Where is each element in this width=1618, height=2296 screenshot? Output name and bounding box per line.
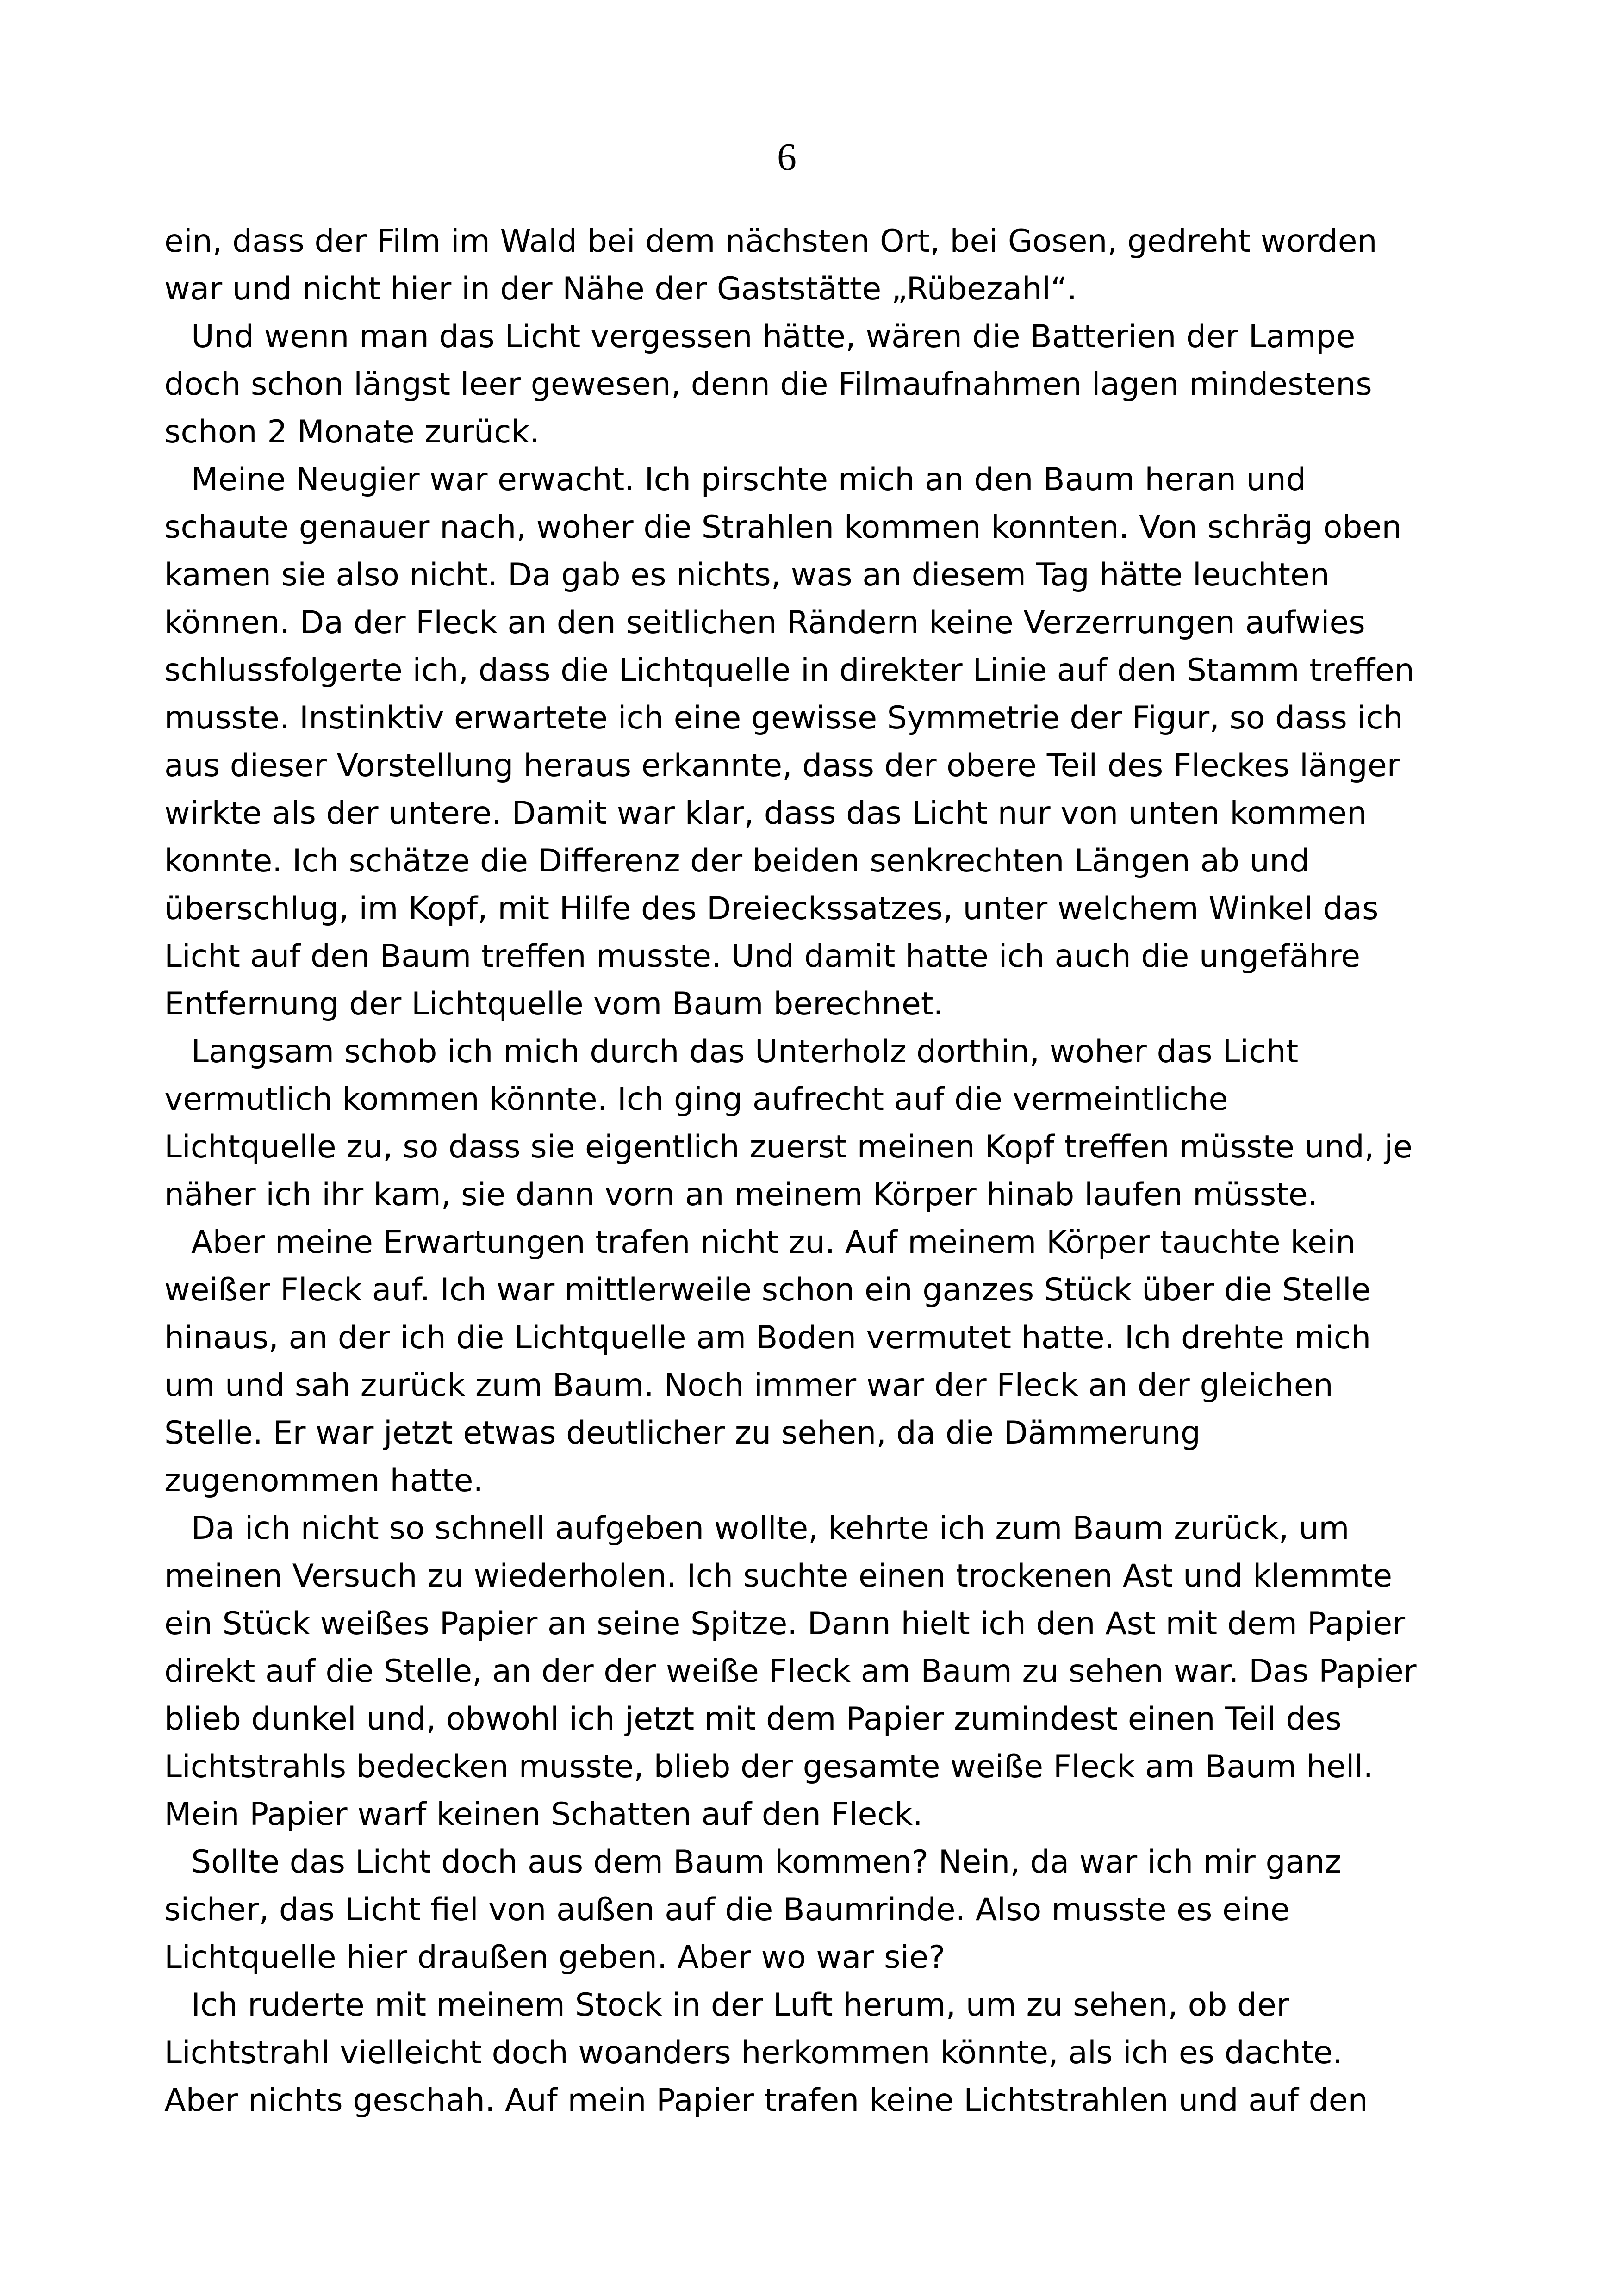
text-line: musste. Instinktiv erwartete ich eine gewisse Symmetrie der Figur, so dass ich [164,700,1403,736]
text-line: sicher, das Licht fiel von außen auf die Baumrinde. Also musste es eine [164,1892,1290,1928]
text-line: Aber nichts geschah. Auf mein Papier trafen keine Lichtstrahlen und auf den [164,2082,1368,2119]
text-line: ein, dass der Film im Wald bei dem nächsten Ort, bei Gosen, gedreht worden [164,223,1377,260]
paragraph [164,313,1456,456]
text-line: meinen Versuch zu wiederholen. Ich suchte einen trockenen Ast und klemmte [164,1558,1393,1594]
text-line: überschlug, im Kopf, mit Hilfe des Dreieckssatzes, unter welchem Winkel das [164,890,1379,927]
text-line: Langsam schob ich mich durch das Unterholz dorthin, woher das Licht [191,1033,1299,1070]
paragraph [164,456,1456,1028]
text-line: Aber meine Erwartungen trafen nicht zu. Auf meinem Körper tauchte kein [191,1224,1356,1261]
text-line: Entfernung der Lichtquelle vom Baum berechnet. [164,986,944,1022]
text-line: blieb dunkel und, obwohl ich jetzt mit dem Papier zumindest einen Teil des [164,1701,1342,1737]
text-line: vermutlich kommen könnte. Ich ging aufrecht auf die vermeintliche [164,1081,1228,1118]
text-line: um und sah zurück zum Baum. Noch immer war der Fleck an der gleichen [164,1367,1333,1404]
text-line: ein Stück weißes Papier an seine Spitze. Dann hielt ich den Ast mit dem Papier [164,1605,1406,1642]
text-line: Und wenn man das Licht vergessen hätte, wären die Batterien der Lampe [191,318,1356,355]
text-line: Lichtquelle zu, so dass sie eigentlich zuerst meinen Kopf treffen müsste und, je [164,1129,1413,1165]
text-line: Lichtstrahl vielleicht doch woanders herkommen könnte, als ich es dachte. [164,2035,1343,2071]
text-line: war und nicht hier in der Nähe der Gaststätte „Rübezahl“. [164,271,1077,307]
text-line: weißer Fleck auf. Ich war mittlerweile schon ein ganzes Stück über die Stelle [164,1272,1371,1308]
text-line: Lichtstrahls bedecken musste, blieb der gesamte weiße Fleck am Baum hell. [164,1748,1374,1785]
paragraph [164,1838,1456,1981]
text-line: schlussfolgerte ich, dass die Lichtquelle in direkter Linie auf den Stamm treffen [164,652,1414,689]
text-line: doch schon längst leer gewesen, denn die Filmaufnahmen lagen mindestens [164,366,1372,403]
text-line: aus dieser Vorstellung heraus erkannte, dass der obere Teil des Fleckes länger [164,747,1400,784]
text-line: schon 2 Monate zurück. [164,414,540,450]
text-line: wirkte als der untere. Damit war klar, dass das Licht nur von unten kommen [164,795,1367,832]
paragraph [164,1981,1456,2124]
paragraph [164,1219,1456,1505]
text-line: Sollte das Licht doch aus dem Baum kommen? Nein, da war ich mir ganz [191,1844,1342,1880]
body-text [164,218,1456,2124]
text-line: können. Da der Fleck an den seitlichen Rändern keine Verzerrungen aufwies [164,604,1365,641]
text-line: Mein Papier warf keinen Schatten auf den Fleck. [164,1796,923,1833]
paragraph [164,1505,1456,1838]
text-line: kamen sie also nicht. Da gab es nichts, was an diesem Tag hätte leuchten [164,557,1330,593]
text-line: hinaus, an der ich die Lichtquelle am Boden vermutet hatte. Ich drehte mich [164,1319,1371,1356]
paragraph [164,218,1456,313]
text-line: Ich ruderte mit meinem Stock in der Luft herum, um zu sehen, ob der [191,1987,1289,2023]
page-number: 6 [777,136,797,179]
text-line: direkt auf die Stelle, an der der weiße Fleck am Baum zu sehen war. Das Papier [164,1653,1417,1690]
text-line: zugenommen hatte. [164,1462,484,1499]
text-line: Stelle. Er war jetzt etwas deutlicher zu sehen, da die Dämmerung [164,1415,1201,1451]
text-line: Licht auf den Baum treffen musste. Und damit hatte ich auch die ungefähre [164,938,1361,975]
text-line: Da ich nicht so schnell aufgeben wollte, kehrte ich zum Baum zurück, um [191,1510,1350,1547]
paragraph [164,1028,1456,1219]
text-line: Lichtquelle hier draußen geben. Aber wo war sie? [164,1939,946,1976]
text-line: näher ich ihr kam, sie dann vorn an meinem Körper hinab laufen müsste. [164,1176,1318,1213]
text-line: konnte. Ich schätze die Differenz der beiden senkrechten Längen ab und [164,843,1310,879]
text-line: Meine Neugier war erwacht. Ich pirschte mich an den Baum heran und [191,461,1306,498]
text-line: schaute genauer nach, woher die Strahlen kommen konnten. Von schräg oben [164,509,1402,546]
